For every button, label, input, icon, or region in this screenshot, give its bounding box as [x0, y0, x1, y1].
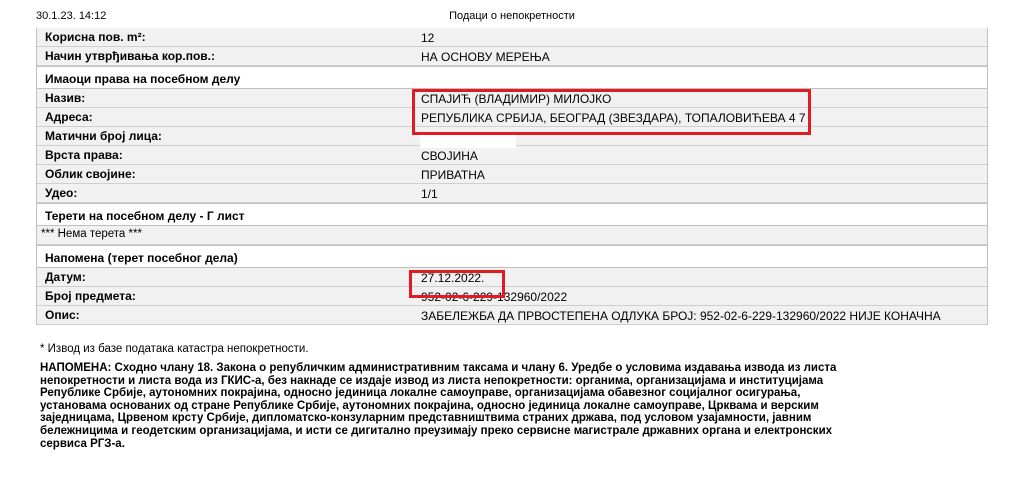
row-label: Број предмета:: [45, 289, 136, 303]
row-value: 1/1: [421, 187, 438, 201]
table-row: [37, 146, 987, 165]
notice-line: установама основаних од стране Републике Србије, аутономних покрајина, односно јединица локалне самоуправе, Црквама и верским: [40, 399, 819, 412]
redaction-mask: [420, 134, 516, 148]
row-value: 952-02-6-229-132960/2022: [421, 290, 568, 304]
notice-line: Републике Србије, аутономних покрајина, односно јединица локалне самоуправе, организацијама обавезног социјалног осигурања,: [40, 387, 801, 400]
owner-highlight-box: [412, 89, 811, 135]
row-value: 12: [421, 31, 435, 45]
notice-line: заједницама, Црвеном крсту Србије, дипломатско-конзуларним представништвима страних држава, под условом узајамности, јавним: [40, 412, 812, 425]
table-row: [37, 28, 987, 47]
row-label: Адреса:: [45, 110, 93, 124]
row-label: Корисна пов. m²:: [45, 30, 146, 44]
row-label: Опис:: [45, 308, 80, 322]
table-row: [37, 47, 987, 66]
section-title: Терети на посебном делу - Г лист: [45, 209, 245, 223]
row-label: Начин утврђивања кор.пов.:: [45, 49, 215, 63]
table-row: [37, 287, 987, 306]
table-row: [37, 226, 987, 245]
section-header-note: [37, 245, 987, 268]
row-value: ЗАБЕЛЕЖБА ДА ПРВОСТЕПЕНА ОДЛУКА БРОЈ: 952-02-6-229-132960/2022 НИЈЕ КОНАЧНА: [421, 309, 941, 323]
page-header: [0, 10, 1024, 26]
notice-line: непокретности и листа вода из ГКИС-а, без накнаде се издаје извод из листа непокретности: органима, организацијама и институцијама: [40, 374, 824, 387]
owner-address-value: РЕПУБЛИКА СРБИЈА, БЕОГРАД (ЗВЕЗДАРА), ТОПАЛОВИЋЕВА 4 7: [421, 111, 806, 125]
page-title: Подаци о непокретности: [449, 10, 575, 22]
section-header-burdens: [37, 203, 987, 226]
row-label: Назив:: [45, 91, 86, 105]
row-label: Врста права:: [45, 148, 123, 162]
table-row: [37, 165, 987, 184]
table-row: [37, 184, 987, 203]
footnote-text: * Извод из базе података катастра непокретности.: [40, 343, 309, 355]
note-date-value: 27.12.2022.: [421, 271, 485, 285]
row-label: Облик својине:: [45, 167, 136, 181]
section-title: Напомена (терет посебног дела): [45, 251, 238, 265]
owner-name-value: СПАЈИЋ (ВЛАДИМИР) МИЛОЈКО: [421, 92, 612, 106]
no-burdens-text: *** Нема терета ***: [41, 228, 142, 240]
table-row: [37, 306, 987, 325]
date-highlight-box: [409, 270, 505, 298]
notice-block: [40, 362, 970, 450]
row-value: ПРИВАТНА: [421, 168, 485, 182]
notice-line: НАПОМЕНА: Сходно члану 18. Закона о републичким административним таксама и члану 6. Уредбе о условима издавања извода из листа: [40, 362, 837, 374]
section-header-owners: [37, 66, 987, 89]
print-datetime: 30.1.23. 14:12: [36, 10, 107, 22]
row-value: СВОЈИНА: [421, 149, 478, 163]
row-label: Датум:: [45, 270, 86, 284]
property-details-table: [36, 28, 988, 325]
notice-line: бележницима и геодетским организацијама, и исти се дигитално преузимају преко сервисне магистрале државних органа и електронских: [40, 424, 833, 437]
table-row: [37, 268, 987, 287]
row-label: Удео:: [45, 186, 78, 200]
notice-line: сервиса РГЗ-а.: [40, 437, 125, 450]
section-title: Имаоци права на посебном делу: [45, 72, 241, 86]
row-label: Матични број лица:: [45, 129, 162, 143]
row-value: НА ОСНОВУ МЕРЕЊА: [421, 50, 550, 64]
